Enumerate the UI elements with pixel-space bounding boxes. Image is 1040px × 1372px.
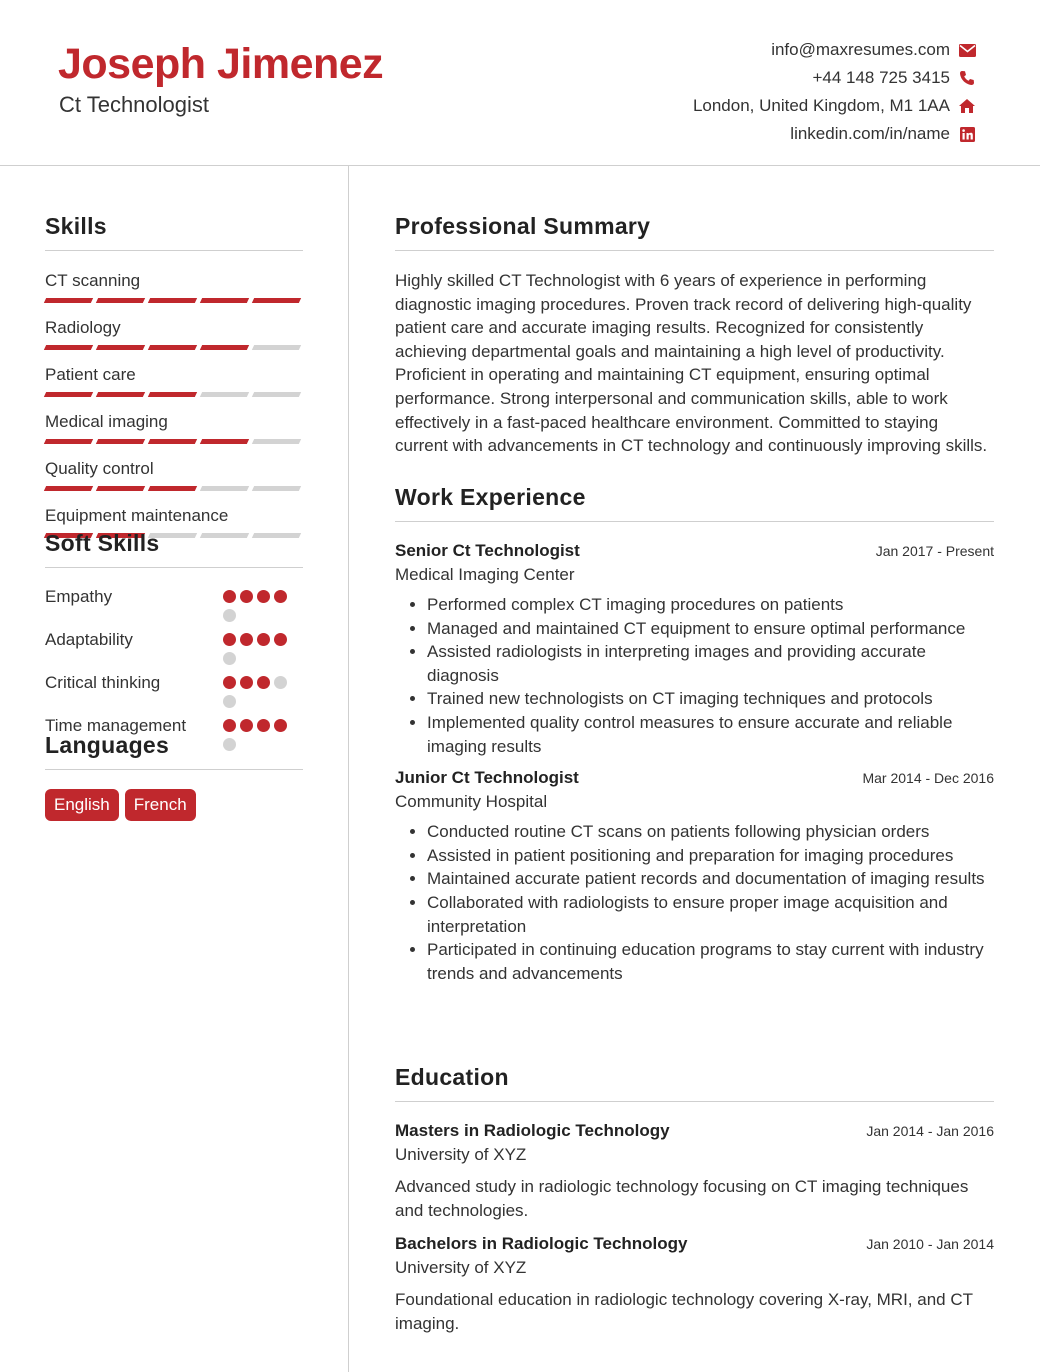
skill-level-bar [45, 345, 303, 350]
job-header [395, 541, 994, 561]
rating-dot [240, 633, 253, 646]
languages-title: Languages [45, 732, 170, 758]
work-section [395, 484, 994, 995]
skill-level-segment [200, 392, 249, 397]
job-organization: Community Hospital [395, 792, 548, 812]
education-entry [395, 1234, 994, 1335]
rating-dot [223, 676, 236, 689]
soft-skill-label: Adaptability [45, 630, 133, 649]
responsibility-item: • Assisted radiologists in interpreting images and providing accurate diagnosis [427, 640, 994, 687]
envelope-icon [958, 41, 976, 59]
work-divider [395, 521, 994, 522]
job-entry [395, 768, 994, 985]
contact-linkedin[interactable] [693, 120, 976, 148]
skill-item [45, 365, 303, 397]
soft-skill-label: Critical thinking [45, 673, 161, 692]
skill-level-segment [200, 298, 249, 303]
skill-level-segment [96, 298, 145, 303]
contact-phone-text[interactable]: +44 148 725 3415 [812, 68, 950, 87]
sidebar [0, 166, 349, 1372]
skill-level-bar [45, 439, 303, 444]
soft-skill-item [45, 627, 303, 665]
job-responsibilities [395, 593, 994, 758]
responsibility-item: • Trained new technologists on CT imaging techniques and protocols [427, 687, 994, 711]
contact-phone[interactable] [693, 64, 976, 92]
skill-level-segment [44, 439, 93, 444]
summary-text: Highly skilled CT Technologist with 6 years of experience in performing diagnostic imaging procedures. Proven track record of delivering high-quality patient care and accurate imaging results. Recognized for consistently achieving departmental goals and maintaining a high level of productivity. Proficient in operating and maintaining CT equipment, ensuring optimal performance. Strong interpersonal and communication skills, able to work effectively in a fast-paced healthcare environment. Committed to staying current with advancements in CT technology and continuously improving skills. [395, 271, 988, 456]
responsibility-item: • Implemented quality control measures to ensure accurate and reliable imaging results [427, 711, 994, 758]
school-name: University of XYZ [395, 1145, 527, 1164]
skill-level-segment [200, 345, 249, 350]
responsibility-item: • Performed complex CT imaging procedures on patients [427, 593, 994, 617]
soft-skills-list [45, 584, 303, 751]
responsibility-item: • Collaborated with radiologists to ensure proper image acquisition and interpretation [427, 891, 994, 938]
skill-level-segment [96, 392, 145, 397]
job-title: Senior Ct Technologist [395, 541, 580, 560]
skill-label: Radiology [45, 318, 121, 337]
language-badge: French [125, 789, 196, 821]
candidate-name: Joseph Jimenez [58, 40, 384, 88]
summary-section [395, 213, 994, 458]
contact-list [693, 36, 976, 148]
responsibility-item: • Maintained accurate patient records and documentation of imaging results [427, 867, 994, 891]
jobs-list [395, 541, 994, 985]
skill-level-segment [252, 345, 301, 350]
rating-dot [240, 676, 253, 689]
skill-item [45, 459, 303, 491]
skill-level-segment [200, 486, 249, 491]
languages-list [45, 789, 303, 821]
responsibility-item: • Managed and maintained CT equipment to ensure optimal performance [427, 617, 994, 641]
soft-skill-rating [223, 627, 303, 665]
soft-skills-section [45, 530, 303, 756]
job-responsibilities [395, 820, 994, 985]
rating-dot [257, 633, 270, 646]
summary-divider [395, 250, 994, 251]
degree-title: Bachelors in Radiologic Technology [395, 1234, 688, 1254]
skills-title: Skills [45, 213, 107, 239]
skill-level-bar [45, 298, 303, 303]
skill-item [45, 412, 303, 444]
responsibility-item: • Conducted routine CT scans on patients following physician orders [427, 820, 994, 844]
job-organization: Medical Imaging Center [395, 565, 575, 584]
skill-level-segment [200, 439, 249, 444]
skill-item [45, 318, 303, 350]
education-entry [395, 1121, 994, 1222]
rating-dot [274, 719, 287, 732]
rating-dot [274, 590, 287, 603]
soft-skill-item [45, 584, 303, 622]
resume-body [0, 166, 1040, 1372]
languages-divider [45, 769, 303, 770]
soft-skill-rating [223, 670, 303, 708]
soft-skill-label: Time management [45, 716, 187, 735]
main-column [349, 166, 1040, 1372]
skill-level-segment [252, 439, 301, 444]
skills-divider [45, 250, 303, 251]
contact-email-text[interactable]: info@maxresumes.com [771, 40, 950, 59]
skill-level-segment [44, 345, 93, 350]
skill-label: Medical imaging [45, 412, 168, 431]
education-title: Education [395, 1064, 509, 1090]
responsibility-item: • Assisted in patient positioning and preparation for imaging procedures [427, 844, 994, 868]
soft-skills-divider [45, 567, 303, 568]
skill-level-segment [44, 298, 93, 303]
skill-level-segment [44, 486, 93, 491]
skill-level-segment [96, 345, 145, 350]
education-date: Jan 2010 - Jan 2014 [866, 1236, 994, 1253]
education-list [395, 1121, 994, 1335]
contact-email[interactable] [693, 36, 976, 64]
skill-label: CT scanning [45, 271, 141, 290]
rating-dot [274, 676, 287, 689]
soft-skill-label: Empathy [45, 587, 113, 606]
school-name: University of XYZ [395, 1258, 527, 1278]
rating-dot [223, 590, 236, 603]
contact-address [693, 92, 976, 120]
skill-level-segment [96, 439, 145, 444]
contact-address-text: London, United Kingdom, M1 1AA [692, 96, 950, 115]
resume-header [0, 0, 1040, 166]
skill-level-segment [148, 392, 197, 397]
skill-level-segment [44, 392, 93, 397]
language-badge: English [45, 789, 119, 821]
education-description: Foundational education in radiologic technology covering X-ray, MRI, and CT imaging. [395, 1290, 973, 1333]
education-header [395, 1121, 994, 1141]
rating-dot [257, 590, 270, 603]
rating-dot [223, 652, 236, 665]
rating-dot [223, 695, 236, 708]
contact-linkedin-text[interactable]: linkedin.com/in/name [790, 124, 950, 143]
job-header [395, 768, 994, 788]
rating-dot [240, 590, 253, 603]
skill-level-segment [148, 439, 197, 444]
education-section [395, 1064, 994, 1347]
home-icon [958, 97, 976, 115]
education-divider [395, 1101, 994, 1102]
education-date: Jan 2014 - Jan 2016 [866, 1123, 994, 1139]
skill-level-bar [45, 392, 303, 397]
skill-label: Equipment maintenance [45, 506, 229, 525]
skill-level-bar [45, 486, 303, 491]
rating-dot [223, 609, 236, 622]
skill-label: Quality control [45, 459, 154, 478]
rating-dot [257, 719, 270, 732]
rating-dot [274, 633, 287, 646]
languages-section [45, 732, 303, 821]
skill-level-segment [148, 486, 197, 491]
skill-level-segment [148, 298, 197, 303]
rating-dot [257, 676, 270, 689]
soft-skill-item [45, 670, 303, 708]
work-title: Work Experience [395, 484, 586, 510]
skill-level-segment [148, 345, 197, 350]
education-header [395, 1234, 994, 1254]
skill-level-segment [252, 298, 301, 303]
degree-title: Masters in Radiologic Technology [395, 1121, 670, 1140]
soft-skills-title: Soft Skills [45, 530, 160, 556]
job-date: Mar 2014 - Dec 2016 [862, 770, 994, 787]
rating-dot [223, 633, 236, 646]
skills-list [45, 271, 303, 538]
skill-label: Patient care [45, 365, 136, 384]
job-title: Junior Ct Technologist [395, 768, 579, 788]
skill-level-segment [252, 486, 301, 491]
responsibility-item: • Participated in continuing education programs to stay current with industry trends and advancements [427, 938, 994, 985]
skill-item [45, 271, 303, 303]
rating-dot [223, 719, 236, 732]
skills-section [45, 213, 303, 553]
phone-icon [958, 69, 976, 87]
job-title-heading: Ct Technologist [59, 92, 210, 117]
education-description: Advanced study in radiologic technology focusing on CT imaging techniques and technologies. [395, 1177, 969, 1220]
linkedin-icon [958, 125, 976, 143]
summary-title: Professional Summary [395, 213, 651, 239]
job-entry [395, 541, 994, 758]
job-date: Jan 2017 - Present [875, 543, 994, 559]
skill-level-segment [96, 486, 145, 491]
soft-skill-rating [223, 584, 303, 622]
rating-dot [240, 719, 253, 732]
skill-level-segment [252, 392, 301, 397]
